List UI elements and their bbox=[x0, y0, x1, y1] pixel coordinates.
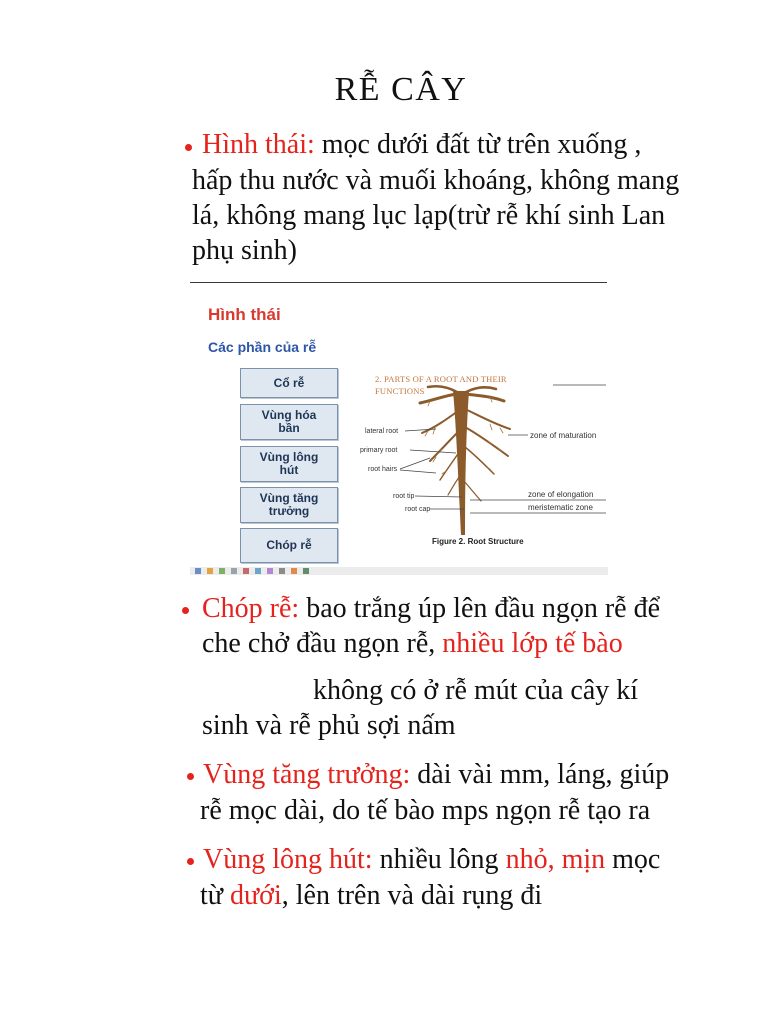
root-cap-line-2 bbox=[202, 628, 623, 660]
leader-line bbox=[400, 470, 436, 473]
diagram-heading-line-2: FUNCTIONS bbox=[375, 386, 425, 396]
diagram-heading-line-1: 2. PARTS OF A ROOT AND THEIR bbox=[375, 374, 507, 384]
growth-zone-line-1 bbox=[203, 759, 669, 791]
root-cap-line-1 bbox=[202, 593, 660, 625]
part-label: trưởng bbox=[268, 504, 310, 518]
toolbar-tool-icon bbox=[303, 568, 309, 574]
root-hair-zone-term: Vùng lông hút: bbox=[203, 844, 373, 875]
morphology-line-2: hấp thu nước và muối khoáng, không mang bbox=[192, 165, 680, 196]
root-parts-figure bbox=[190, 283, 608, 575]
part-label: hút bbox=[279, 463, 299, 477]
toolbar-tool-icon bbox=[267, 568, 273, 574]
slide-title: Hình thái bbox=[208, 305, 281, 324]
bullet-icon bbox=[185, 144, 192, 151]
part-label: Vùng tăng bbox=[259, 491, 319, 505]
growth-zone-text-1: dài vài mm, láng, giúp bbox=[410, 759, 670, 790]
label-root-tip: root tip bbox=[393, 493, 415, 500]
toolbar-tool-icon bbox=[255, 568, 261, 574]
bullet-icon bbox=[187, 858, 194, 865]
lateral-root-shape bbox=[465, 409, 510, 429]
root-cap-text-2: che chở đầu ngọn rễ, bbox=[202, 628, 443, 659]
morphology-term: Hình thái: bbox=[202, 129, 315, 160]
morphology-line-3: lá, không mang lục lạp(trừ rễ khí sinh Lan bbox=[192, 200, 666, 231]
label-root-hairs: root hairs bbox=[368, 466, 398, 473]
root-hair-zone-text-2a: từ bbox=[200, 880, 230, 911]
lateral-root-shape bbox=[440, 451, 460, 480]
bullet-icon bbox=[187, 773, 194, 780]
part-label: Vùng hóa bbox=[261, 408, 317, 422]
label-root-cap: root cap bbox=[405, 506, 431, 513]
part-label: Vùng lông bbox=[259, 450, 319, 464]
leader-line bbox=[400, 458, 430, 469]
root-hair-zone-highlight-2: dưới bbox=[229, 880, 282, 911]
part-label: bần bbox=[278, 421, 300, 435]
label-zone-of-maturation: zone of maturation bbox=[530, 431, 597, 440]
morphology-line-1 bbox=[202, 129, 641, 161]
morphology-line-4: phụ sinh) bbox=[192, 235, 297, 266]
figure-caption: Figure 2. Root Structure bbox=[432, 537, 524, 546]
part-label: Cổ rễ bbox=[273, 375, 305, 390]
toolbar-tool-icon bbox=[219, 568, 225, 574]
toolbar-tool-icon bbox=[291, 568, 297, 574]
leader-line bbox=[405, 429, 436, 431]
lateral-root-shape bbox=[464, 481, 481, 501]
part-box-root-collar bbox=[240, 368, 338, 398]
page-title: RỄ CÂY bbox=[334, 71, 468, 108]
root-cap-line-4: sinh và rễ phủ sợi nấm bbox=[202, 710, 456, 741]
root-branch bbox=[428, 386, 457, 392]
root-branch bbox=[466, 394, 504, 401]
root-hair-zone-highlight-1: nhỏ, mịn bbox=[505, 844, 606, 875]
toolbar-tool-icon bbox=[195, 568, 201, 574]
root-hair-zone-line-2 bbox=[200, 880, 542, 912]
label-primary-root: primary root bbox=[360, 447, 398, 454]
embedded-toolbar bbox=[190, 567, 608, 575]
toolbar-tool-icon bbox=[231, 568, 237, 574]
growth-zone-term: Vùng tăng trưởng: bbox=[203, 759, 411, 790]
root-hair-zone-text-2b: , lên trên và dài rụng đi bbox=[281, 880, 543, 911]
lateral-root-shape bbox=[465, 447, 494, 474]
root-hair-zone-line-1 bbox=[203, 844, 660, 876]
toolbar-tool-icon bbox=[279, 568, 285, 574]
toolbar-tool-icon bbox=[207, 568, 213, 574]
root-hair-zone-text-1b: mọc bbox=[605, 844, 661, 875]
part-box-growth-zone bbox=[240, 487, 338, 523]
root-hair-zone-text-1a: nhiều lông bbox=[372, 844, 506, 875]
lateral-root-shape bbox=[430, 431, 459, 461]
part-box-suberized-zone bbox=[240, 404, 338, 440]
part-box-root-cap bbox=[240, 528, 338, 563]
morphology-text-1: mọc dưới đất từ trên xuống , bbox=[314, 129, 642, 160]
part-box-root-hair-zone bbox=[240, 446, 338, 482]
growth-zone-line-2: rễ mọc dài, do tế bào mps ngọn rễ tạo ra bbox=[200, 795, 651, 826]
root-branch bbox=[420, 394, 456, 403]
leader-line bbox=[410, 450, 456, 453]
root-cap-highlight: nhiều lớp tế bào bbox=[442, 628, 623, 659]
part-label: Chóp rễ bbox=[266, 538, 312, 552]
label-meristematic-zone: meristematic zone bbox=[528, 503, 593, 512]
leader-line bbox=[415, 496, 462, 497]
slide-subtitle: Các phần của rễ bbox=[208, 339, 317, 355]
root-branch bbox=[466, 387, 496, 392]
root-cap-term: Chóp rễ: bbox=[202, 593, 300, 624]
bullet-icon bbox=[182, 607, 189, 614]
label-zone-of-elongation: zone of elongation bbox=[528, 490, 594, 499]
toolbar-tool-icon bbox=[243, 568, 249, 574]
root-cap-line-3: không có ở rễ mút của cây kí bbox=[313, 675, 639, 706]
label-lateral-root: lateral root bbox=[365, 428, 399, 435]
root-cap-text-1: bao trắng úp lên đầu ngọn rễ để bbox=[299, 593, 660, 624]
